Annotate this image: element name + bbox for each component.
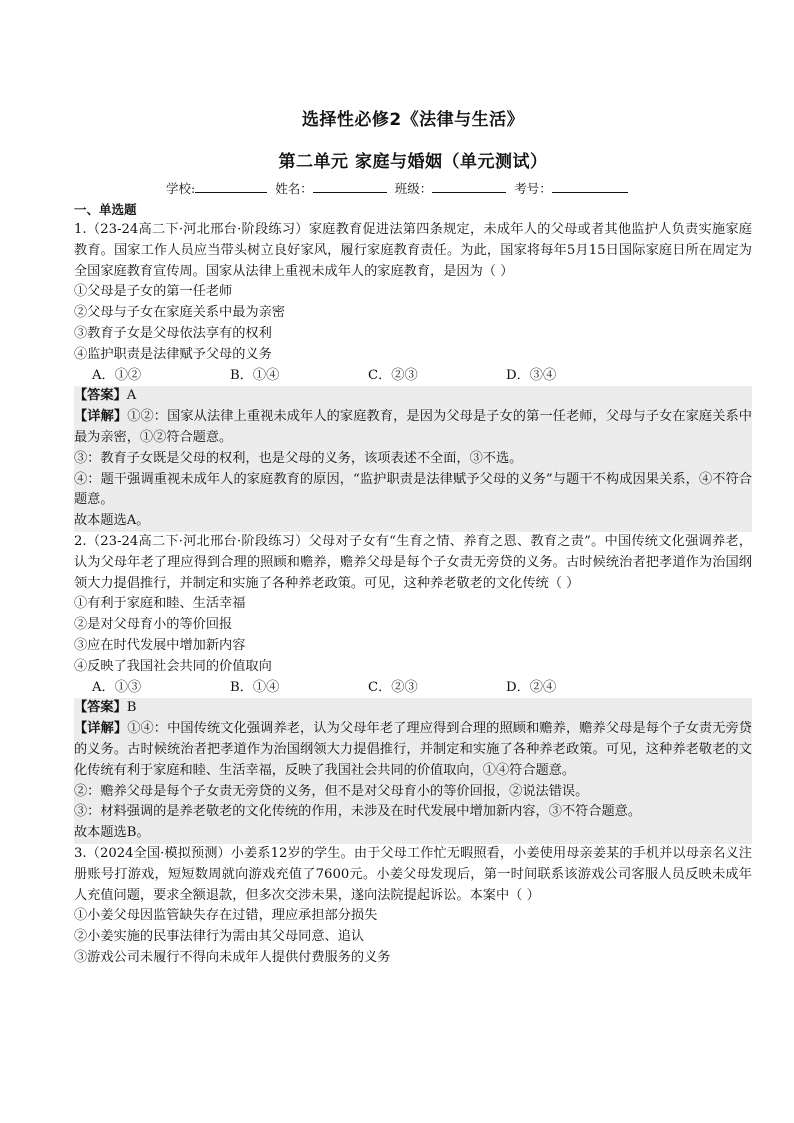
school-blank[interactable]: [195, 180, 267, 193]
detail-line: ②：赡养父母是每个子女责无旁贷的义务，但不是对父母育小的等价回报，②说法错误。: [74, 783, 589, 799]
answer-choices: [74, 366, 752, 387]
detail-line: ③：教育子女既是父母的权利，也是父母的义务，该项表述不全面，③不选。: [74, 450, 523, 466]
question-1: [74, 220, 752, 532]
detail-conclusion: 故本题选A。: [74, 513, 150, 529]
section-title: 一、单选题: [74, 202, 137, 217]
statement-item: ②小姜实施的民事法律行为需由其父母同意、追认: [74, 929, 365, 945]
questions-body: [74, 220, 752, 969]
choice-b[interactable]: B．①④: [230, 679, 280, 695]
detail-line: ④：题干强调重视未成年人的家庭教育的原因，“监护职责是法律赋予父母的义务”与题干不构成因果关系，④不符合题意。: [74, 471, 752, 508]
statement-item: ③应在时代发展中增加新内容: [74, 637, 246, 653]
school-label: 学校:: [166, 181, 196, 196]
statement-item: ①小姜父母因监管缺失存在过错，理应承担部分损失: [74, 908, 378, 924]
statement-item: ③教育子女是父母依法享有的权利: [74, 325, 272, 341]
question-stem: 2.（23-24高二下·河北邢台·阶段练习）父母对子女有“生育之情、养育之恩、教育之责”。中国传统文化强调养老，认为父母年老了理应得到合理的照顾和赡养，赡养父母是每个子女责无旁贷的义务。古时候统治者把孝道作为治国纲领大力提倡推行，并制定和实施了各种养老政策。可见，这种养老敬老的文化传统（ ）: [74, 533, 752, 591]
answer-block: [74, 698, 752, 844]
choice-d[interactable]: D．③④: [506, 367, 557, 383]
page-subtitle: 第二单元 家庭与婚姻（单元测试）: [278, 152, 548, 172]
choice-a[interactable]: A．①③: [92, 679, 142, 695]
detail-text: ①②：国家从法律上重视未成年人的家庭教育，是因为父母是子女的第一任老师，父母与子女在家庭关系中最为亲密，①②符合题意。: [74, 409, 752, 445]
detail-text: ①④：中国传统文化强调养老，认为父母年老了理应得到合理的照顾和赡养，赡养父母是每个子女责无旁贷的义务。古时候统治者把孝道作为治国纲领大力提倡推行，并制定和实施了各种养老政策。可见，这种养老敬老的文化传统有利于家庭和睦、生活幸福，反映了我国社会共同的价值取向，①④符合题意。: [74, 721, 752, 778]
exam-number-label: 考号：: [514, 181, 552, 196]
statement-item: ④监护职责是法律赋予父母的义务: [74, 346, 272, 362]
answer-line: [74, 698, 752, 719]
answer-line: [74, 386, 752, 407]
choice-c[interactable]: C．②③: [368, 367, 418, 383]
question-stem: 3.（2024全国·模拟预测）小姜系12岁的学生。由于父母工作忙无暇照看，小姜使用母亲姜某的手机并以母亲名义注册账号打游戏，短短数周就向游戏充值了7600元。小姜父母发现后，第一时间联系该游戏公司客服人员反映未成年人充值问题，要求全额退款，但多次交涉未果，遂向法院提起诉讼。本案中（ ）: [74, 845, 752, 903]
answer-value: B: [126, 700, 137, 716]
statement-item: ③游戏公司未履行不得向未成年人提供付费服务的义务: [74, 949, 391, 965]
name-blank[interactable]: [313, 180, 387, 193]
name-label: 姓名：: [275, 181, 313, 196]
statement-item: ①父母是子女的第一任老师: [74, 284, 233, 300]
answer-label: 【答案】: [74, 700, 127, 716]
answer-value: A: [126, 388, 137, 404]
student-info-line: [166, 179, 726, 197]
statement-item: ①有利于家庭和睦、生活幸福: [74, 596, 246, 612]
exam-number-blank[interactable]: [552, 180, 628, 193]
answer-block: [74, 386, 752, 532]
choice-c[interactable]: C．②③: [368, 679, 418, 695]
choice-d[interactable]: D．②④: [506, 679, 557, 695]
question-2: [74, 532, 752, 844]
class-blank[interactable]: [432, 180, 506, 193]
detail-conclusion: 故本题选B。: [74, 825, 150, 841]
detail-line: ③：材料强调的是养老敬老的文化传统的作用，未涉及在时代发展中增加新内容，③不符合题意。: [74, 804, 642, 820]
statement-item: ④反映了我国社会共同的价值取向: [74, 658, 272, 674]
choice-b[interactable]: B．①④: [230, 367, 280, 383]
choice-a[interactable]: A．①②: [92, 367, 142, 383]
answer-choices: [74, 678, 752, 699]
question-3: [74, 844, 752, 969]
class-label: 班级：: [394, 181, 433, 196]
detail-label: 【详解】: [74, 409, 128, 425]
statement-item: ②父母与子女在家庭关系中最为亲密: [74, 305, 285, 321]
detail-label: 【详解】: [74, 721, 128, 737]
answer-label: 【答案】: [74, 388, 127, 404]
detail-line: [74, 719, 752, 781]
statement-item: ②是对父母育小的等价回报: [74, 617, 233, 633]
question-stem: 1.（23-24高二下·河北邢台·阶段练习）家庭教育促进法第四条规定，未成年人的父母或者其他监护人负责实施家庭教育。国家工作人员应当带头树立良好家风，履行家庭教育责任。为此，国家将每年5月15日国际家庭日所在周定为全国家庭教育宣传周。国家从法律上重视未成年人的家庭教育，是因为（ ）: [74, 222, 752, 279]
detail-line: [74, 407, 752, 449]
page-title: 选择性必修2《法律与生活》: [301, 110, 525, 130]
